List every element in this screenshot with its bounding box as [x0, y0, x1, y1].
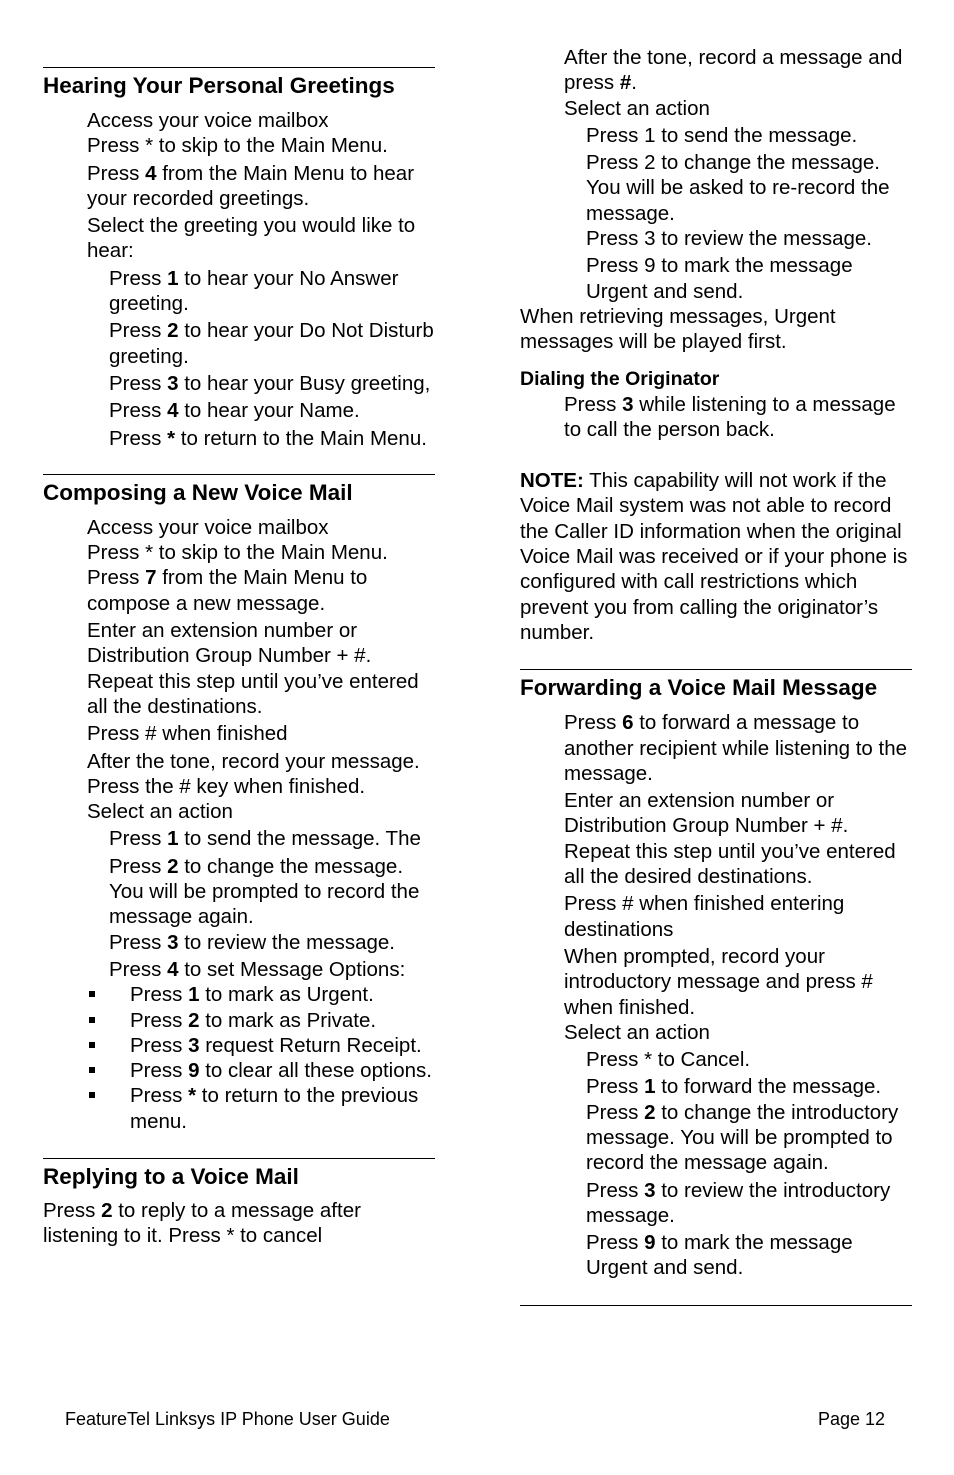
section-title-composing: Composing a New Voice Mail	[43, 479, 353, 505]
step-text: After the tone, record a message and press #.	[564, 46, 903, 95]
bullet-square-icon	[89, 1042, 95, 1048]
step-text: Select the greeting you would like to hear:	[87, 214, 416, 263]
option-text: Press 4 to set Message Options:	[109, 957, 406, 981]
option-text: Press 9 to mark the message Urgent and send.	[586, 1231, 853, 1280]
option-text: Press 3 to review the message.	[109, 930, 396, 954]
step-text: When prompted, record your introductory message and press # when finished.	[564, 944, 873, 1019]
option-text: Press 2 to hear your Do Not Disturb greeting.	[109, 319, 434, 368]
step-text: Select an action	[87, 800, 233, 824]
step-text: Press # when finished entering destinations	[564, 892, 845, 941]
step-text: Select an action	[564, 1020, 710, 1044]
option-text: Press 2 to change the message. You will be prompted to record the message again.	[109, 854, 420, 929]
bullet-square-icon	[89, 1017, 95, 1023]
step-text: Access your voice mailbox	[87, 109, 329, 132]
bullet-square-icon	[89, 1067, 95, 1073]
option-text: Press 3 to review the message.	[586, 227, 872, 251]
note-text: NOTE: This capability will not work if the Voice Mail system was not able to record the Caller ID information when the original Voice Mail was received or if your phone is configured with call restrictions which prevent you from calling the originator’s number.	[520, 469, 908, 644]
step-text: Select an action	[564, 96, 710, 120]
step-text: After the tone, record your message. Press the # key when finished.	[87, 749, 420, 798]
bullet-square-icon	[89, 1092, 95, 1098]
option-text: Press 4 to hear your Name.	[109, 399, 360, 423]
step-text: Press 6 to forward a message to another recipient while listening to the message.	[564, 711, 908, 785]
option-text: Press * to return to the Main Menu.	[109, 426, 427, 450]
option-text: Press 1 to hear your No Answer greeting.	[109, 266, 399, 316]
bullet-item: Press 9 to clear all these options.	[43, 1058, 435, 1083]
section-title-forwarding: Forwarding a Voice Mail Message	[520, 675, 878, 701]
step-text: Press 4 from the Main Menu to hear your recorded greetings.	[87, 161, 415, 210]
bullet-item: Press * to return to the previous menu.	[43, 1083, 435, 1134]
step-text: Press 7 from the Main Menu to compose a new message.	[87, 566, 368, 615]
bullet-item: Press 3 request Return Receipt.	[43, 1033, 435, 1058]
option-text: Press 2 to change the message. You will be asked to re-record the message.	[586, 151, 890, 225]
bullet-item: Press 1 to mark as Urgent.	[43, 982, 435, 1007]
step-text: Press * to skip to the Main Menu.	[87, 541, 388, 565]
section-title-replying: Replying to a Voice Mail	[43, 1163, 299, 1189]
step-text: Enter an extension number or Distribution Group Number + #. Repeat this step until you’ve entered all the desired destinations.	[564, 789, 896, 889]
step-text: Access your voice mailbox	[87, 515, 329, 539]
option-text: Press 1 to forward the message.	[586, 1075, 882, 1099]
section-title-hearing-greetings: Hearing Your Personal Greetings	[43, 73, 395, 98]
body-text: When retrieving messages, Urgent messages will be played first.	[520, 304, 836, 354]
option-text: Press 9 to mark the message Urgent and send.	[586, 254, 853, 303]
section-divider	[520, 1305, 912, 1306]
subsection-title-dialing-originator: Dialing the Originator	[520, 367, 720, 390]
option-text: Press 1 to send the message.	[586, 123, 858, 147]
right-column	[520, 0, 912, 1306]
option-text: Press 1 to send the message. The	[109, 827, 421, 851]
option-text: Press 3 to review the introductory message.	[586, 1178, 891, 1227]
left-column	[43, 0, 435, 1249]
step-text: Press * to skip to the Main Menu.	[87, 134, 388, 158]
option-text: Press * to Cancel.	[586, 1048, 751, 1072]
step-text: Press 3 while listening to a message to call the person back.	[564, 392, 896, 441]
bullet-item: Press 2 to mark as Private.	[43, 1008, 435, 1033]
step-text: Press # when finished	[87, 722, 288, 746]
option-text: Press 2 to change the introductory message. You will be prompted to record the message again.	[586, 1100, 899, 1175]
step-text: Enter an extension number or Distribution Group Number + #. Repeat this step until you’ve entered all the destinations.	[87, 619, 419, 718]
body-text: Press 2 to reply to a message after listening to it. Press * to cancel	[43, 1198, 361, 1248]
option-text: Press 3 to hear your Busy greeting,	[109, 371, 431, 395]
footer-document-title: FeatureTel Linksys IP Phone User Guide	[65, 1409, 390, 1429]
footer-page-number: Page 12	[818, 1409, 886, 1429]
bullet-square-icon	[89, 991, 95, 997]
